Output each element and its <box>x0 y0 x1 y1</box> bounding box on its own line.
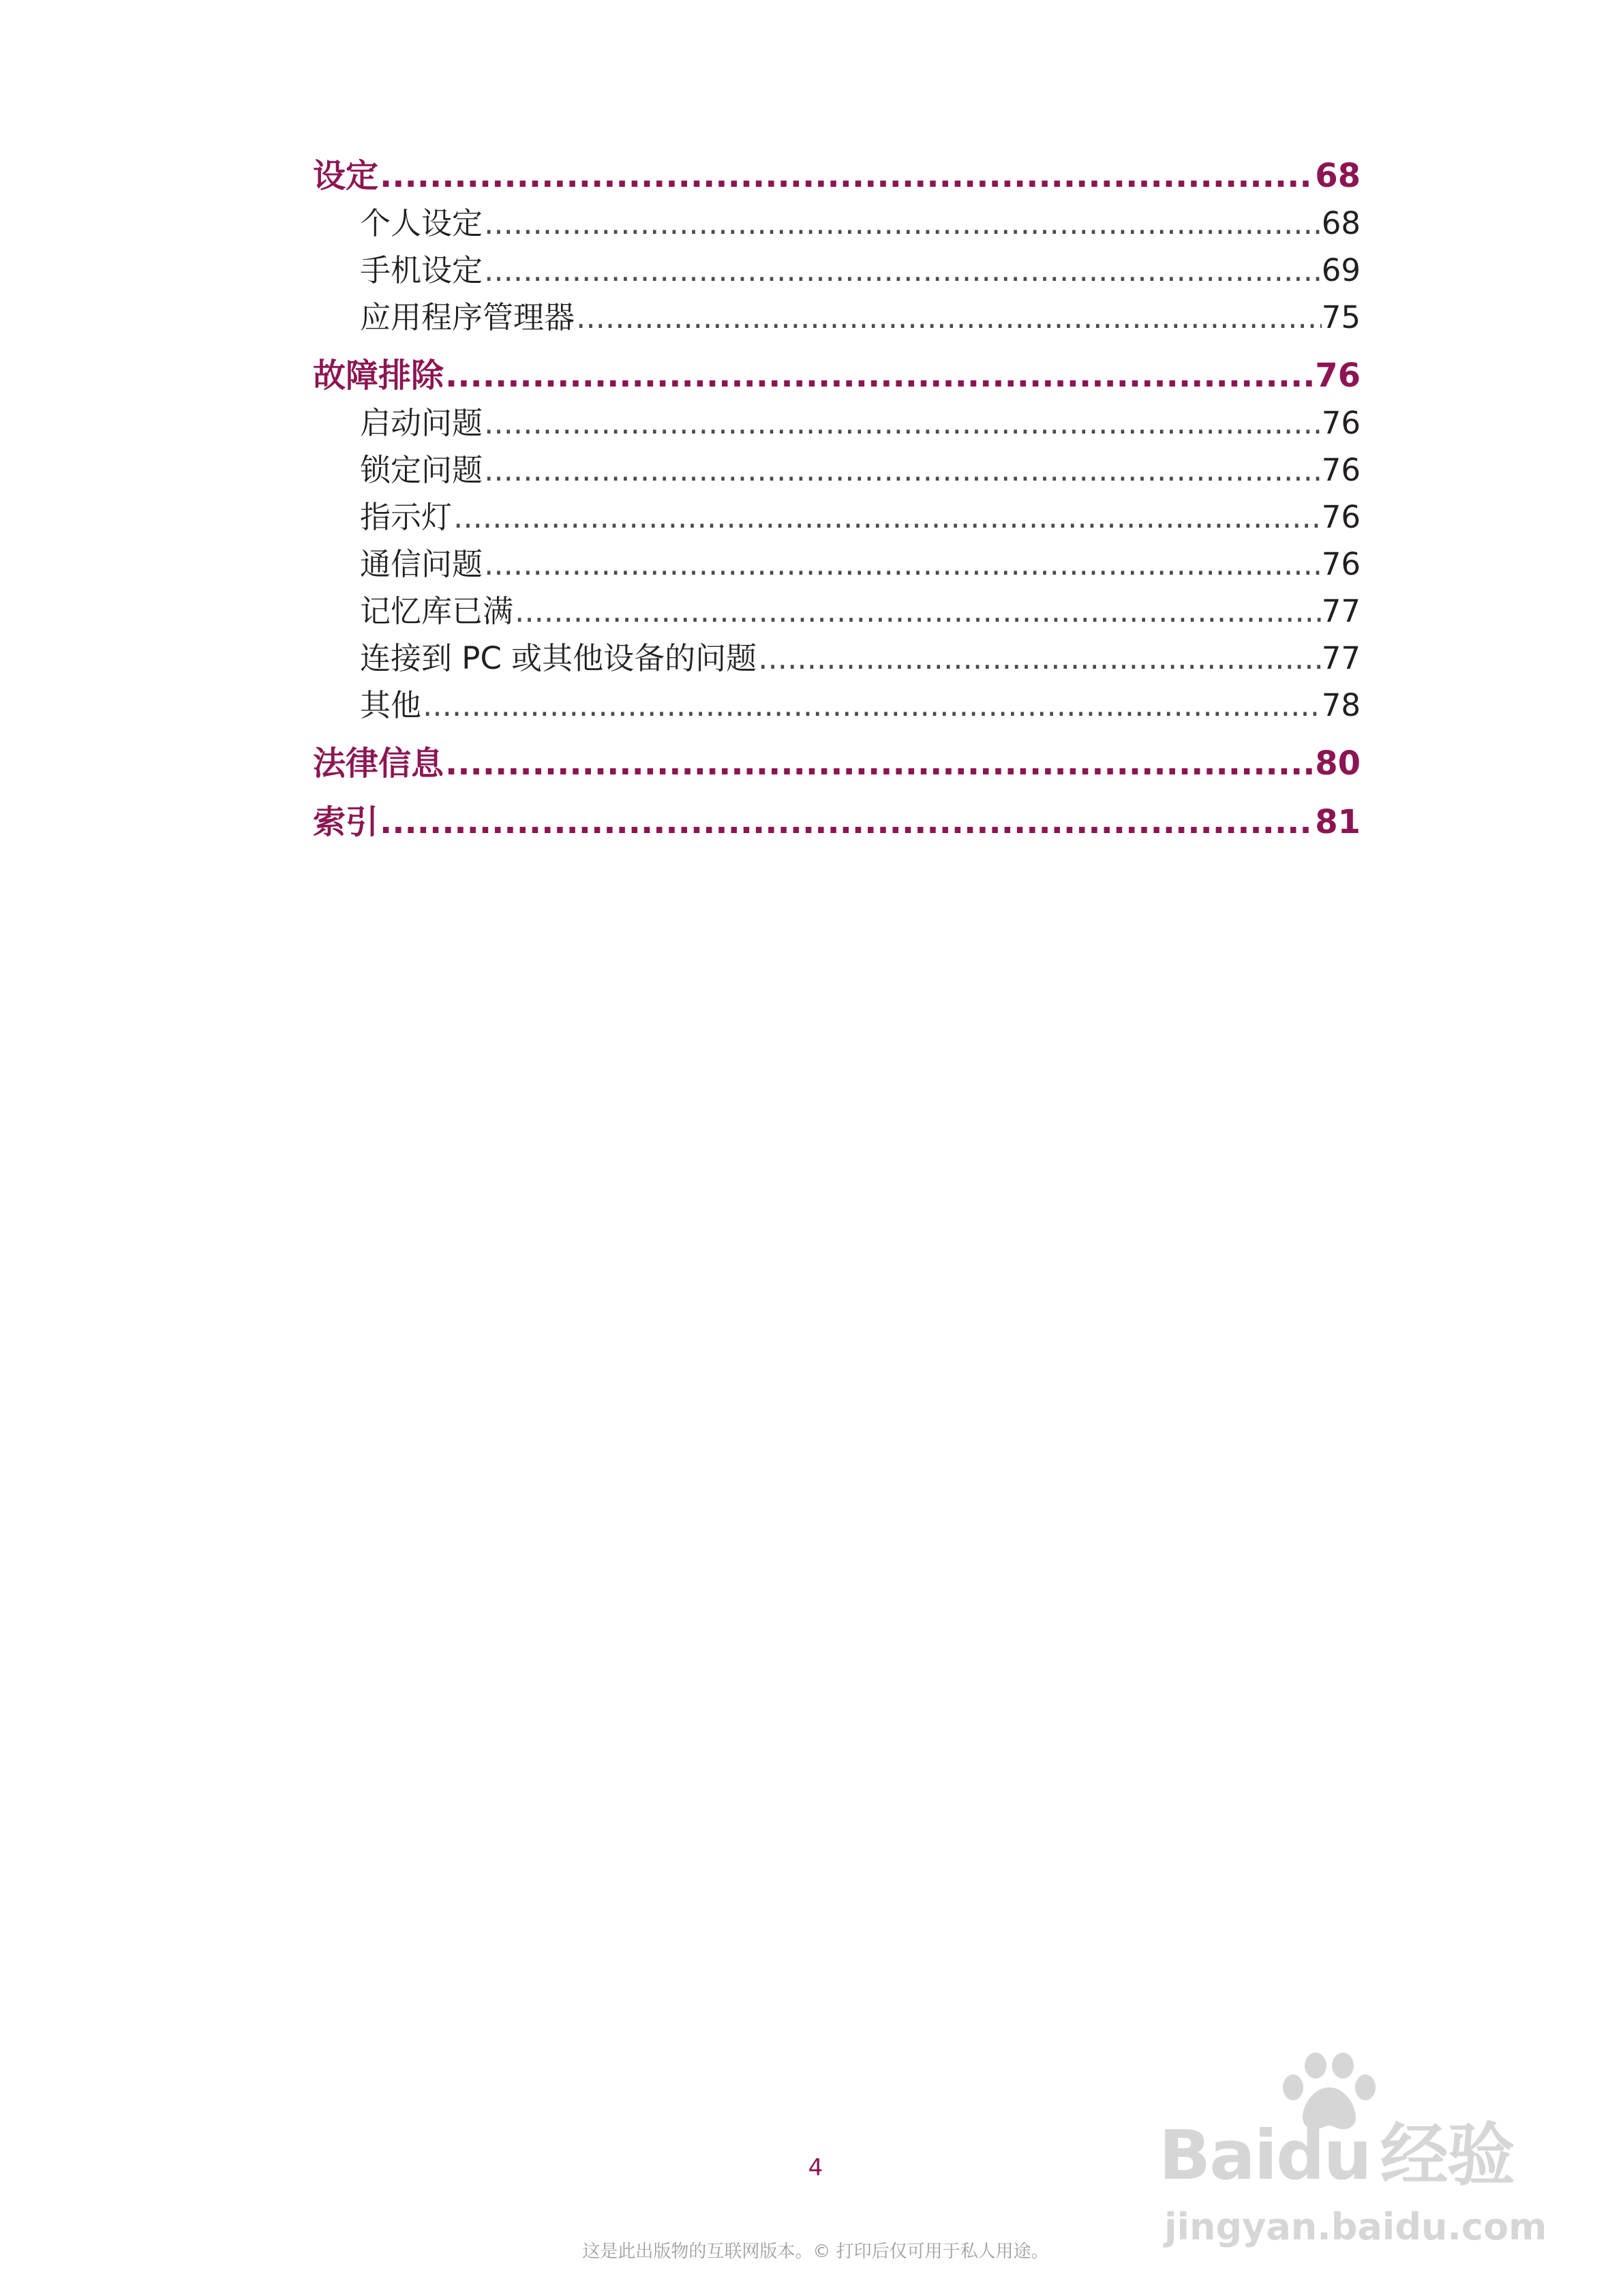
toc-entry-title: 连接到 PC 或其他设备的问题 <box>360 640 757 676</box>
toc-entry-title: 索引 <box>313 803 379 841</box>
toc-entry-page: 76 <box>1321 546 1361 582</box>
toc-item-memory-full[interactable] <box>313 588 1361 635</box>
watermark-brand-cn: 经验 <box>1380 2115 1514 2195</box>
toc-entry-page: 76 <box>1315 357 1361 395</box>
toc-leader-dots <box>421 682 1322 729</box>
toc-entry-title: 应用程序管理器 <box>360 299 575 335</box>
toc-entry-title: 其他 <box>360 687 422 723</box>
toc-leader-dots <box>378 799 1315 846</box>
toc-leader-dots <box>483 247 1322 294</box>
toc-item-app-manager[interactable] <box>313 294 1361 341</box>
toc-entry-title: 记忆库已满 <box>360 593 514 629</box>
toc-leader-dots <box>483 541 1322 588</box>
watermark-url: jingyan.baidu.com <box>1164 2205 1547 2248</box>
toc-item-personal-settings[interactable] <box>313 200 1361 247</box>
toc-leader-dots <box>483 200 1322 247</box>
watermark-brand-latin: Baidu <box>1159 2115 1371 2195</box>
toc-leader-dots <box>513 588 1322 635</box>
toc-item-lock-problems[interactable] <box>313 447 1361 494</box>
toc-entry-title: 指示灯 <box>360 499 453 535</box>
toc-entry-page: 80 <box>1315 744 1361 783</box>
toc-leader-dots <box>757 635 1322 682</box>
toc-entry-page: 69 <box>1321 252 1361 288</box>
toc-entry-title: 锁定问题 <box>360 452 483 488</box>
toc-entry-page: 68 <box>1315 157 1361 195</box>
toc-entry-page: 68 <box>1321 205 1361 241</box>
toc-entry-page: 78 <box>1321 687 1361 723</box>
toc-leader-dots <box>378 153 1315 200</box>
toc-entry-title: 通信问题 <box>360 546 483 582</box>
toc-entry-page: 76 <box>1321 499 1361 535</box>
toc-entry-page: 76 <box>1321 405 1361 441</box>
toc-item-pc-connection-problems[interactable] <box>313 635 1361 682</box>
toc-item-communication-problems[interactable] <box>313 541 1361 588</box>
toc-leader-dots <box>575 294 1322 341</box>
toc-entry-page: 76 <box>1321 452 1361 488</box>
watermark-brand <box>1159 2115 1514 2196</box>
toc-entry-page: 77 <box>1321 640 1361 676</box>
table-of-contents <box>313 153 1361 846</box>
toc-leader-dots <box>444 352 1315 399</box>
footer-note: 这是此出版物的互联网版本。© 打印后仅可用于私人用途。 <box>582 2241 1049 2262</box>
toc-leader-dots <box>444 740 1315 787</box>
toc-section-troubleshooting[interactable] <box>313 352 1361 399</box>
toc-entry-title: 手机设定 <box>360 252 483 288</box>
toc-item-other[interactable] <box>313 682 1361 729</box>
toc-item-indicator-light[interactable] <box>313 494 1361 541</box>
page-number: 4 <box>808 2154 823 2181</box>
toc-entry-page: 77 <box>1321 593 1361 629</box>
toc-entry-page: 75 <box>1321 299 1361 335</box>
toc-item-startup-problems[interactable] <box>313 399 1361 447</box>
toc-item-phone-settings[interactable] <box>313 247 1361 294</box>
toc-section-index[interactable] <box>313 799 1361 846</box>
toc-entry-page: 81 <box>1315 803 1361 841</box>
toc-section-settings[interactable] <box>313 153 1361 200</box>
baidu-jingyan-watermark <box>1159 2052 1568 2263</box>
toc-entry-title: 法律信息 <box>313 744 444 783</box>
toc-leader-dots <box>452 494 1322 541</box>
toc-section-legal-information[interactable] <box>313 740 1361 787</box>
toc-leader-dots <box>483 399 1322 447</box>
toc-entry-title: 故障排除 <box>313 357 444 395</box>
toc-entry-title: 启动问题 <box>360 405 483 441</box>
toc-entry-title: 个人设定 <box>360 205 483 241</box>
toc-entry-title: 设定 <box>313 157 379 195</box>
toc-leader-dots <box>483 447 1322 494</box>
